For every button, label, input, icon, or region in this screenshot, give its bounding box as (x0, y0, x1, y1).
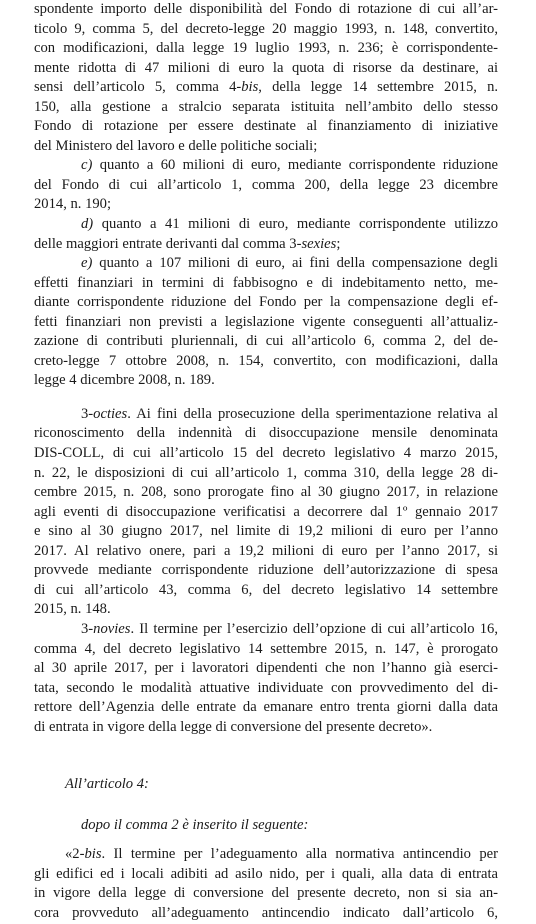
text-line (34, 775, 498, 795)
text-line: e sino al 30 giugno 2017, nel limite di 19,2 milioni di euro per l’anno (34, 523, 498, 540)
text-line: 150, alla gestione a stralcio separata istituita nell’ambito dello stesso (34, 98, 498, 115)
text-line: 2014, n. 190; (34, 196, 112, 213)
italic-text: c) (81, 157, 93, 174)
paragraph-gap (34, 737, 498, 775)
text-block (34, 845, 498, 923)
text-line: ticolo 9, comma 5, del decreto-legge 20 maggio 1993, n. 148, convertito, (34, 20, 498, 37)
text-line: riconoscimento della indennità di disoccupazione mensile denominata (34, 425, 498, 442)
text-line: cora provveduto all’adeguamento antincendio indicato dall’articolo 6, (34, 904, 498, 921)
text-line: diante corrispondente riduzione del Fondo per la compensazione degli ef- (34, 294, 498, 311)
text-line: d) quanto a 41 milioni di euro, mediante corrispondente utilizzo (81, 216, 498, 233)
italic-text: d) (81, 216, 94, 233)
text-line: 3-octies. Ai fini della prosecuzione della sperimentazione relativa al (81, 405, 498, 422)
text-line: comma 4, del decreto legislativo 14 settembre 2015, n. 147, è prorogato (34, 640, 498, 657)
text-line: cembre 2015, n. 208, sono prorogate fino al 30 giugno 2017, in relazione (34, 484, 498, 501)
paragraph-gap (34, 795, 498, 816)
text-block (34, 816, 498, 836)
italic-text: bis (241, 79, 259, 96)
italic-text: e) (81, 255, 93, 272)
paragraph-gap (34, 835, 498, 845)
text-line: c) quanto a 60 milioni di euro, mediante corrispondente riduzione (81, 157, 498, 174)
text-line: zazione di contributi pluriennali, di cui all’articolo 6, comma 2, del de- (34, 333, 498, 350)
text-line: in vigore della legge di conversione del presente decreto, non si sia an- (34, 885, 498, 902)
text-line: mente ridotta di 47 milioni di euro la quota di risorse da destinare, ai (34, 59, 498, 76)
text-line: del Fondo di cui all’articolo 1, comma 200, della legge 23 dicembre (34, 176, 498, 193)
text-line: tata, secondo le modalità attuative individuate con provvedimento del di- (34, 679, 498, 696)
text-line: 3-novies. Il termine per l’esercizio dell’opzione di cui all’articolo 16, (81, 620, 498, 637)
text-line: del Ministero del lavoro e delle politiche sociali; (34, 137, 318, 154)
italic-text: dopo il comma 2 è inserito il seguente: (81, 816, 309, 833)
text-line: legge 4 dicembre 2008, n. 189. (34, 372, 215, 389)
text-line: Fondo di rotazione per essere destinate al finanziamento di iniziative (34, 118, 498, 135)
text-line: 2015, n. 148. (34, 601, 111, 618)
paragraph-gap (34, 391, 498, 405)
text-line: provvede mediante corrispondente riduzione dell’autorizzazione di spesa (34, 562, 498, 579)
text-line: al 30 aprile 2017, per i lavoratori dipendenti che non l’hanno già eserci- (34, 660, 498, 677)
text-line: n. 22, le disposizioni di cui all’articolo 1, comma 310, della legge 28 di- (34, 464, 498, 481)
text-block (34, 405, 498, 737)
text-line: di entrata in vigore della legge di conversione del presente decreto». (34, 718, 433, 735)
text-block (34, 0, 498, 391)
text-line: e) quanto a 107 milioni di euro, ai fini della compensazione degli (81, 255, 498, 272)
text-line: 2017. Al relativo onere, pari a 19,2 milioni di euro per l’anno 2017, si (34, 542, 498, 559)
text-line: gli edifici ed i locali adibiti ad asilo nido, per i quali, alla data di entrata (34, 865, 498, 882)
text-line: spondente importo delle disponibilità del Fondo di rotazione di cui all’ar- (34, 1, 498, 17)
text-line: sensi dell’articolo 5, comma 4-bis, della legge 14 settembre 2015, n. (34, 79, 499, 96)
text-line: delle maggiori entrate derivanti dal comma 3-sexies; (34, 235, 341, 252)
italic-text: bis (84, 846, 102, 863)
text-block (34, 775, 498, 795)
text-line: con modificazioni, dalla legge 19 luglio 1993, n. 236; è corrispondente- (34, 40, 498, 57)
text-line: creto-legge 7 ottobre 2008, n. 154, convertito, con modificazioni, dalla (34, 352, 498, 369)
italic-text: All’articolo 4: (65, 776, 149, 793)
text-line: agli eventi di disoccupazione verificatisi a decorrere dal 1º gennaio 2017 (34, 503, 498, 520)
text-line: effetti finanziari in termini di fabbisogno e di indebitamento netto, me- (34, 274, 498, 291)
text-line: fetti finanziari non previsti a legislazione vigente conseguenti all’attualiz- (34, 313, 498, 330)
italic-text: octies (93, 405, 128, 422)
text-line: DIS-COLL, di cui all’articolo 15 del decreto legislativo 4 marzo 2015, (34, 445, 498, 462)
text-line: «2-bis. Il termine per l’adeguamento alla normativa antincendio per (65, 846, 498, 863)
text-line: rettore dell’Agenzia delle entrate da emanare entro trenta giorni dalla data (34, 699, 498, 716)
italic-text: sexies (301, 235, 337, 252)
text-line: di cui all’articolo 43, comma 6, del decreto legislativo 14 settembre (34, 581, 498, 598)
document-page (34, 0, 498, 924)
text-line (34, 816, 498, 836)
italic-text: novies (93, 620, 131, 637)
